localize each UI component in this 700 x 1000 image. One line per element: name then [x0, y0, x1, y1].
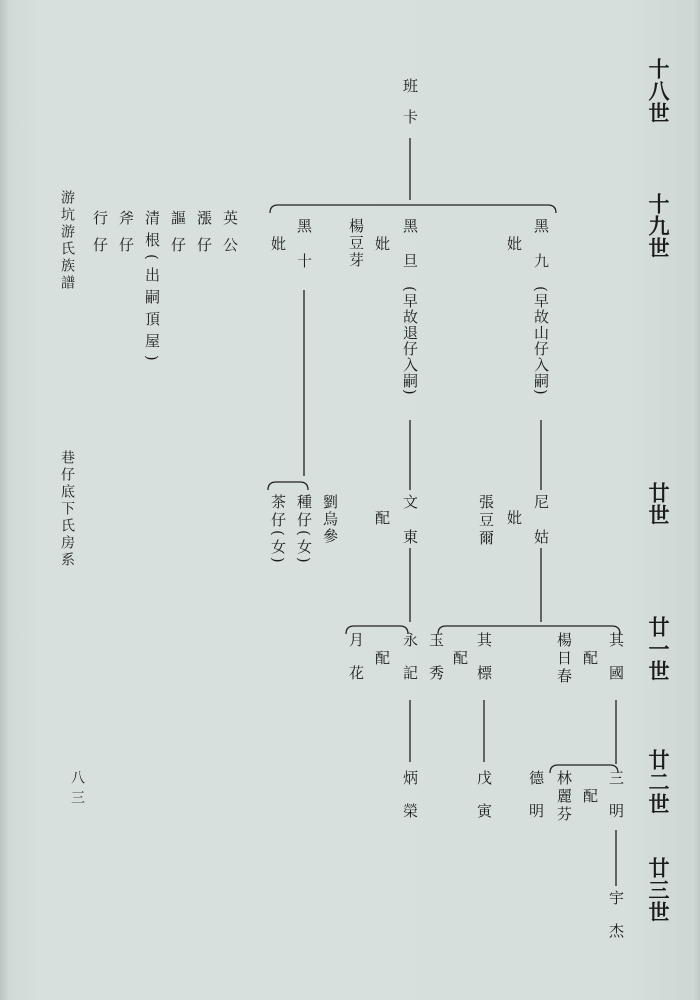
sibling-col-4: 清根(出嗣頂屋)	[143, 210, 161, 368]
person-bingrong: 炳榮	[401, 770, 419, 836]
person-heishi: 黑十	[295, 218, 313, 288]
daughter-1: 種仔(女)	[295, 494, 313, 566]
page-number: 八三	[69, 770, 85, 810]
person-wuyin: 戊寅	[475, 770, 493, 836]
spouse-label-heidan: 妣	[373, 236, 391, 256]
generation-label-19: 十九世	[646, 193, 671, 259]
generation-label-18: 十八世	[646, 58, 671, 124]
spouse-label-sanming: 配	[581, 788, 599, 808]
sibling-col-1: 英公	[221, 210, 239, 264]
person-sanming: 三明	[607, 770, 625, 836]
spouse-label-qiguo: 配	[581, 650, 599, 670]
spouse-wendong: 劉烏參	[321, 494, 339, 545]
daughter-2: 茶仔(女)	[269, 494, 287, 566]
spouse-sanming: 林麗芬	[555, 770, 573, 824]
sibling-col-2: 漲仔	[195, 210, 213, 264]
person-heidan-note: (早故退仔入嗣)	[401, 286, 419, 396]
book-title: 游坑游氏族譜	[59, 190, 75, 292]
bracket-daughters	[268, 482, 308, 490]
person-heijiu: 黑九	[532, 218, 550, 288]
sibling-col-6: 行仔	[91, 210, 109, 264]
generation-label-20: 廿世	[646, 482, 671, 526]
person-qiguo: 其國	[607, 632, 625, 698]
person-banka: 班卡	[401, 78, 419, 140]
bracket-gen19	[270, 205, 556, 213]
spouse-qiguo: 楊日春	[555, 632, 573, 686]
generation-label-22: 廿二世	[646, 749, 671, 815]
spouse-label-yuxiu: 配	[451, 650, 469, 670]
person-nigu: 尼姑	[532, 494, 550, 564]
person-yuxiu: 玉秀	[427, 632, 445, 698]
spouse-nigu: 張豆爾	[477, 494, 495, 548]
spouse-label-wendong: 配	[373, 510, 391, 530]
person-heijiu-note: (早故山仔入嗣)	[532, 286, 550, 396]
spouse-label-heijiu: 妣	[505, 236, 523, 256]
spouse-yongji: 月花	[347, 632, 365, 698]
spouse-label-heishi: 妣	[269, 236, 287, 256]
branch-title: 巷仔底下氏房系	[59, 450, 75, 569]
sibling-col-3: 謳仔	[169, 210, 187, 264]
sibling-col-5: 斧仔	[117, 210, 135, 264]
person-yujie: 宇杰	[607, 890, 625, 956]
spouse-label-nigu: 妣	[505, 510, 523, 530]
person-wendong: 文東	[401, 494, 419, 564]
spouse-heidan: 楊豆芽	[347, 218, 365, 269]
generation-label-21: 廿一世	[646, 616, 671, 682]
person-deming: 德明	[527, 770, 545, 836]
person-qibiao: 其標	[475, 632, 493, 698]
person-heidan: 黑旦	[401, 218, 419, 288]
person-yongji: 永記	[401, 632, 419, 698]
generation-label-23: 廿三世	[646, 857, 671, 923]
spouse-label-yongji: 配	[373, 650, 391, 670]
bracket-gen21-nigu	[438, 626, 620, 634]
